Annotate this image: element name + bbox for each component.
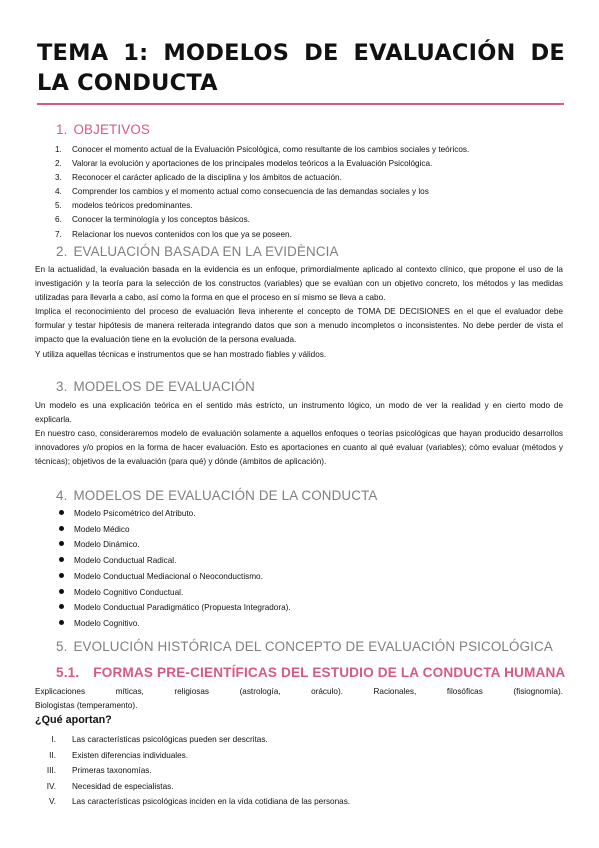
heading-text: EVOLUCIÓN HISTÓRICA DEL CONCEPTO DE EVALUACIÓN PSICOLÓGICA xyxy=(73,639,553,654)
subheading-text: FORMAS PRE-CIENTÍFICAS DEL ESTUDIO DE LA CONDUCTA HUMANA xyxy=(93,665,566,680)
list-item: IV. Necesidad de especialistas. xyxy=(46,781,174,791)
list-item: II. Existen diferencias individuales. xyxy=(49,750,189,760)
bullet-icon xyxy=(59,541,64,546)
heading-objetivos xyxy=(56,121,150,138)
heading-number: 1. xyxy=(56,122,68,137)
heading-text: MODELOS DE EVALUACIÓN xyxy=(73,379,255,394)
list-item: Modelo Conductual Radical. xyxy=(59,553,291,569)
list-item: Modelo Cognitivo. xyxy=(59,616,291,632)
modelos-conducta-list xyxy=(59,506,291,632)
list-item: 6. Conocer la terminología y los conceptos básicos. xyxy=(55,215,250,225)
evidencia-body xyxy=(35,263,563,362)
question-heading: ¿Qué aportan? xyxy=(35,714,112,726)
list-item: Modelo Conductual Paradigmático (Propuesta Integradora). xyxy=(59,600,291,616)
heading-text: MODELOS DE EVALUACIÓN DE LA CONDUCTA xyxy=(73,488,378,503)
paragraph: Y utiliza aquellas técnicas e instrumentos que se han mostrado fiables y válidos. xyxy=(35,349,327,359)
bullet-icon xyxy=(59,510,64,515)
heading-number: 5. xyxy=(56,639,68,654)
list-item: 5. modelos teóricos predominantes. xyxy=(55,201,193,211)
heading-evolucion xyxy=(56,638,553,655)
bullet-icon xyxy=(59,573,64,578)
heading-evidencia xyxy=(56,243,339,260)
list-item: 3. Reconocer el carácter aplicado de la disciplina y los ámbitos de actuación. xyxy=(55,173,342,183)
heading-modelos xyxy=(56,378,255,395)
document-title: TEMA 1: MODELOS DE EVALUACIÓN DE LA CONDUCTA xyxy=(37,40,565,96)
paragraph: Implica el reconocimiento del proceso de evaluación lleva inherente el concepto de TOMA DE DECISIONES en el que el evaluador debe formular y testar hipótesis de manera reiterada integrando datos que son a menudo incompletos o inconsistentes. No debe perder de vista el impacto que la evaluación tiene en la evolución de la persona evaluada. xyxy=(35,307,563,345)
heading-text: OBJETIVOS xyxy=(73,122,150,137)
subheading-number: 5.1. xyxy=(56,665,80,680)
list-item: Modelo Conductual Mediacional o Neoconductismo. xyxy=(59,569,291,585)
list-item: Modelo Cognitivo Conductual. xyxy=(59,585,291,601)
list-item: 4. Comprender los cambios y el momento actual como consecuencia de las demandas sociales y los xyxy=(55,187,429,197)
list-item: Modelo Psicométrico del Atributo. xyxy=(59,506,291,522)
bullet-icon xyxy=(59,526,64,531)
modelos-body xyxy=(35,399,563,469)
paragraph: En la actualidad, la evaluación basada en la evidencia es un enfoque, primordialmente aplicado al contexto clínico, que propone el uso de la investigación y la teoría para la selección de los constructos (variables) que se evalúan con un objetivo concreto, los métodos y las medidas utilizadas para llevarla a cabo, así como la forma en que el proceso en sí mismo se lleva a cabo. xyxy=(35,265,563,303)
list-item: 7. Relacionar los nuevos contenidos con los que ya se poseen. xyxy=(55,229,292,239)
aportan-list xyxy=(40,732,350,810)
list-item: Modelo Dinámico. xyxy=(59,537,291,553)
list-item: Modelo Médico xyxy=(59,522,291,538)
bullet-icon xyxy=(59,557,64,562)
heading-number: 4. xyxy=(56,488,68,503)
bullet-icon xyxy=(59,589,64,594)
explicaciones-line: Explicaciones míticas, religiosas (astrología, oráculo). Racionales, filosóficas (fisiognomía). xyxy=(35,687,563,696)
list-item: V. Las características psicológicas inciden en la vida cotidiana de las personas. xyxy=(49,797,351,807)
heading-number: 3. xyxy=(56,379,68,394)
list-item: 2. Valorar la evolución y aportaciones de los principales modelos teóricos a la Evaluación Psicológica. xyxy=(55,159,433,169)
objetivos-list xyxy=(55,143,469,242)
heading-number: 2. xyxy=(56,244,68,259)
subheading-formas-precientificas xyxy=(56,664,565,681)
heading-modelos-conducta xyxy=(56,487,378,504)
list-item: III. Primeras taxonomías. xyxy=(46,766,152,776)
list-item: I. Las características psicológicas pueden ser descritas. xyxy=(51,735,268,744)
explicaciones-paragraph xyxy=(35,685,563,712)
title-underline xyxy=(37,103,564,105)
paragraph: En nuestro caso, consideraremos modelo de evaluación solamente a aquellos enfoques o teorías psicológicas que hayan producido desarrollos innovadores y/o propios en la forma de hacer evaluación. Esto es aportaciones en cuanto al qué evaluar (variables); cómo evaluar (métodos y técnicas); objetivos de la evaluación (para qué) y dónde (ámbitos de aplicación). xyxy=(35,429,563,467)
bullet-icon xyxy=(59,604,64,609)
heading-text: EVALUACIÓN BASADA EN LA EVIDÈNCIA xyxy=(73,244,339,259)
explicaciones-line: Biologistas (temperamento). xyxy=(35,700,138,710)
paragraph: Un modelo es una explicación teórica en el sentido más estricto, un instrumento lógico, un modo de ver la realidad y en cierto modo de explicarla. xyxy=(35,401,563,425)
list-item: 1. Conocer el momento actual de la Evaluación Psicológica, como resultante de los cambios sociales y teóricos. xyxy=(55,145,470,154)
bullet-icon xyxy=(59,620,64,625)
